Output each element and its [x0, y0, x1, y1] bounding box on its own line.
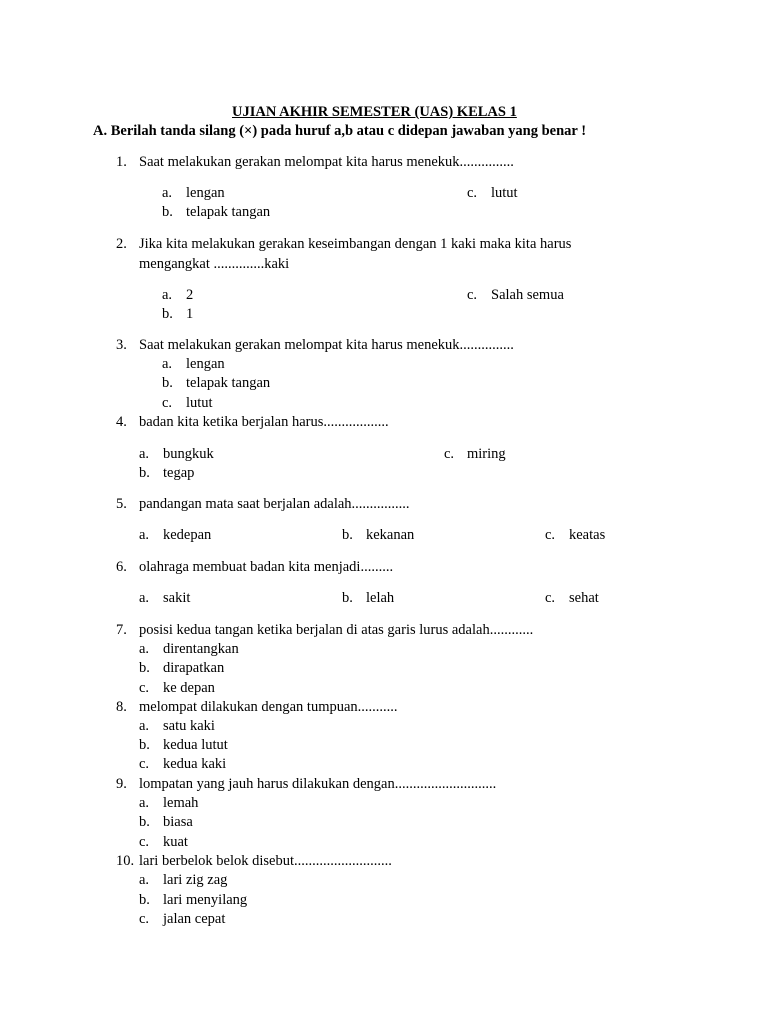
question-6-text: olahraga membuat badan kita menjadi.........: [139, 559, 394, 575]
q3-option-a-text: lengan: [186, 356, 225, 372]
q2-option-b-text: 1: [186, 306, 194, 322]
q2-option-b-letter[interactable]: b.: [162, 306, 173, 322]
q7-option-a-text: direntangkan: [163, 641, 239, 657]
q2-option-a-text: 2: [186, 287, 194, 303]
instruction-text: A. Berilah tanda silang (×) pada huruf a,b atau c didepan jawaban yang benar !: [93, 123, 587, 139]
q3-option-b-letter[interactable]: b.: [162, 375, 173, 391]
q6-option-c-text: sehat: [569, 590, 599, 606]
q9-option-c-text: kuat: [163, 834, 188, 850]
q7-option-b-letter[interactable]: b.: [139, 660, 150, 676]
question-3-number: 3.: [116, 337, 127, 353]
q3-option-c-letter[interactable]: c.: [162, 395, 173, 411]
q8-option-b-letter[interactable]: b.: [139, 737, 150, 753]
q5-option-c-letter[interactable]: c.: [545, 527, 556, 543]
q9-option-c-letter[interactable]: c.: [139, 834, 150, 850]
q4-option-a-text: bungkuk: [163, 446, 214, 462]
q6-option-b-text: lelah: [366, 590, 395, 606]
question-2-text-line2: mengangkat ..............kaki: [139, 256, 290, 272]
q6-option-a-text: sakit: [163, 590, 191, 606]
q4-option-a-letter[interactable]: a.: [139, 446, 150, 462]
q5-option-a-letter[interactable]: a.: [139, 527, 150, 543]
question-8-text: melompat dilakukan dengan tumpuan...........: [139, 699, 398, 715]
q8-option-b-text: kedua lutut: [163, 737, 228, 753]
q1-option-a-text: lengan: [186, 185, 225, 201]
q5-option-a-text: kedepan: [163, 527, 212, 543]
q8-option-a-text: satu kaki: [163, 718, 215, 734]
q3-option-b-text: telapak tangan: [186, 375, 271, 391]
q4-option-b-letter[interactable]: b.: [139, 465, 150, 481]
question-4-number: 4.: [116, 414, 127, 430]
q3-option-a-letter[interactable]: a.: [162, 356, 173, 372]
q1-option-c-letter[interactable]: c.: [467, 185, 478, 201]
q1-option-b-text: telapak tangan: [186, 204, 271, 220]
question-6-number: 6.: [116, 559, 127, 575]
question-4-text: badan kita ketika berjalan harus..................: [139, 414, 389, 430]
q6-option-b-letter[interactable]: b.: [342, 590, 353, 606]
q10-option-b-text: lari menyilang: [163, 892, 248, 908]
q1-option-b-letter[interactable]: b.: [162, 204, 173, 220]
q6-option-c-letter[interactable]: c.: [545, 590, 556, 606]
question-5-number: 5.: [116, 496, 127, 512]
q7-option-c-text: ke depan: [163, 680, 215, 696]
q5-option-b-text: kekanan: [366, 527, 415, 543]
q9-option-b-letter[interactable]: b.: [139, 814, 150, 830]
q1-option-c-text: lutut: [491, 185, 518, 201]
q10-option-c-letter[interactable]: c.: [139, 911, 150, 927]
q7-option-b-text: dirapatkan: [163, 660, 225, 676]
question-2-number: 2.: [116, 236, 127, 252]
q3-option-c-text: lutut: [186, 395, 213, 411]
q8-option-c-text: kedua kaki: [163, 756, 227, 772]
question-10-text: lari berbelok belok disebut...........................: [139, 853, 392, 869]
q10-option-a-letter[interactable]: a.: [139, 872, 150, 888]
q9-option-a-letter[interactable]: a.: [139, 795, 150, 811]
q9-option-b-text: biasa: [163, 814, 193, 830]
question-1-number: 1.: [116, 154, 127, 170]
q8-option-c-letter[interactable]: c.: [139, 756, 150, 772]
q10-option-b-letter[interactable]: b.: [139, 892, 150, 908]
question-2-text: Jika kita melakukan gerakan keseimbangan dengan 1 kaki maka kita harus: [139, 236, 572, 252]
q1-option-a-letter[interactable]: a.: [162, 185, 173, 201]
question-8-number: 8.: [116, 699, 127, 715]
q5-option-b-letter[interactable]: b.: [342, 527, 353, 543]
q5-option-c-text: keatas: [569, 527, 606, 543]
q10-option-a-text: lari zig zag: [163, 872, 228, 888]
q6-option-a-letter[interactable]: a.: [139, 590, 150, 606]
q10-option-c-text: jalan cepat: [163, 911, 226, 927]
q4-option-b-text: tegap: [163, 465, 195, 481]
q4-option-c-text: miring: [467, 446, 506, 462]
question-1-text: Saat melakukan gerakan melompat kita harus menekuk...............: [139, 154, 514, 170]
q8-option-a-letter[interactable]: a.: [139, 718, 150, 734]
question-9-text: lompatan yang jauh harus dilakukan dengan............................: [139, 776, 497, 792]
question-7-number: 7.: [116, 622, 127, 638]
q4-option-c-letter[interactable]: c.: [444, 446, 455, 462]
q7-option-c-letter[interactable]: c.: [139, 680, 150, 696]
q9-option-a-text: lemah: [163, 795, 199, 811]
question-10-number: 10.: [116, 853, 135, 869]
q2-option-c-text: Salah semua: [491, 287, 564, 303]
q2-option-c-letter[interactable]: c.: [467, 287, 478, 303]
q7-option-a-letter[interactable]: a.: [139, 641, 150, 657]
question-9-number: 9.: [116, 776, 127, 792]
question-5-text: pandangan mata saat berjalan adalah................: [139, 496, 410, 512]
question-7-text: posisi kedua tangan ketika berjalan di atas garis lurus adalah............: [139, 622, 534, 638]
q2-option-a-letter[interactable]: a.: [162, 287, 173, 303]
question-3-text: Saat melakukan gerakan melompat kita harus menekuk...............: [139, 337, 514, 353]
page-title: UJIAN AKHIR SEMESTER (UAS) KELAS 1: [232, 104, 517, 120]
